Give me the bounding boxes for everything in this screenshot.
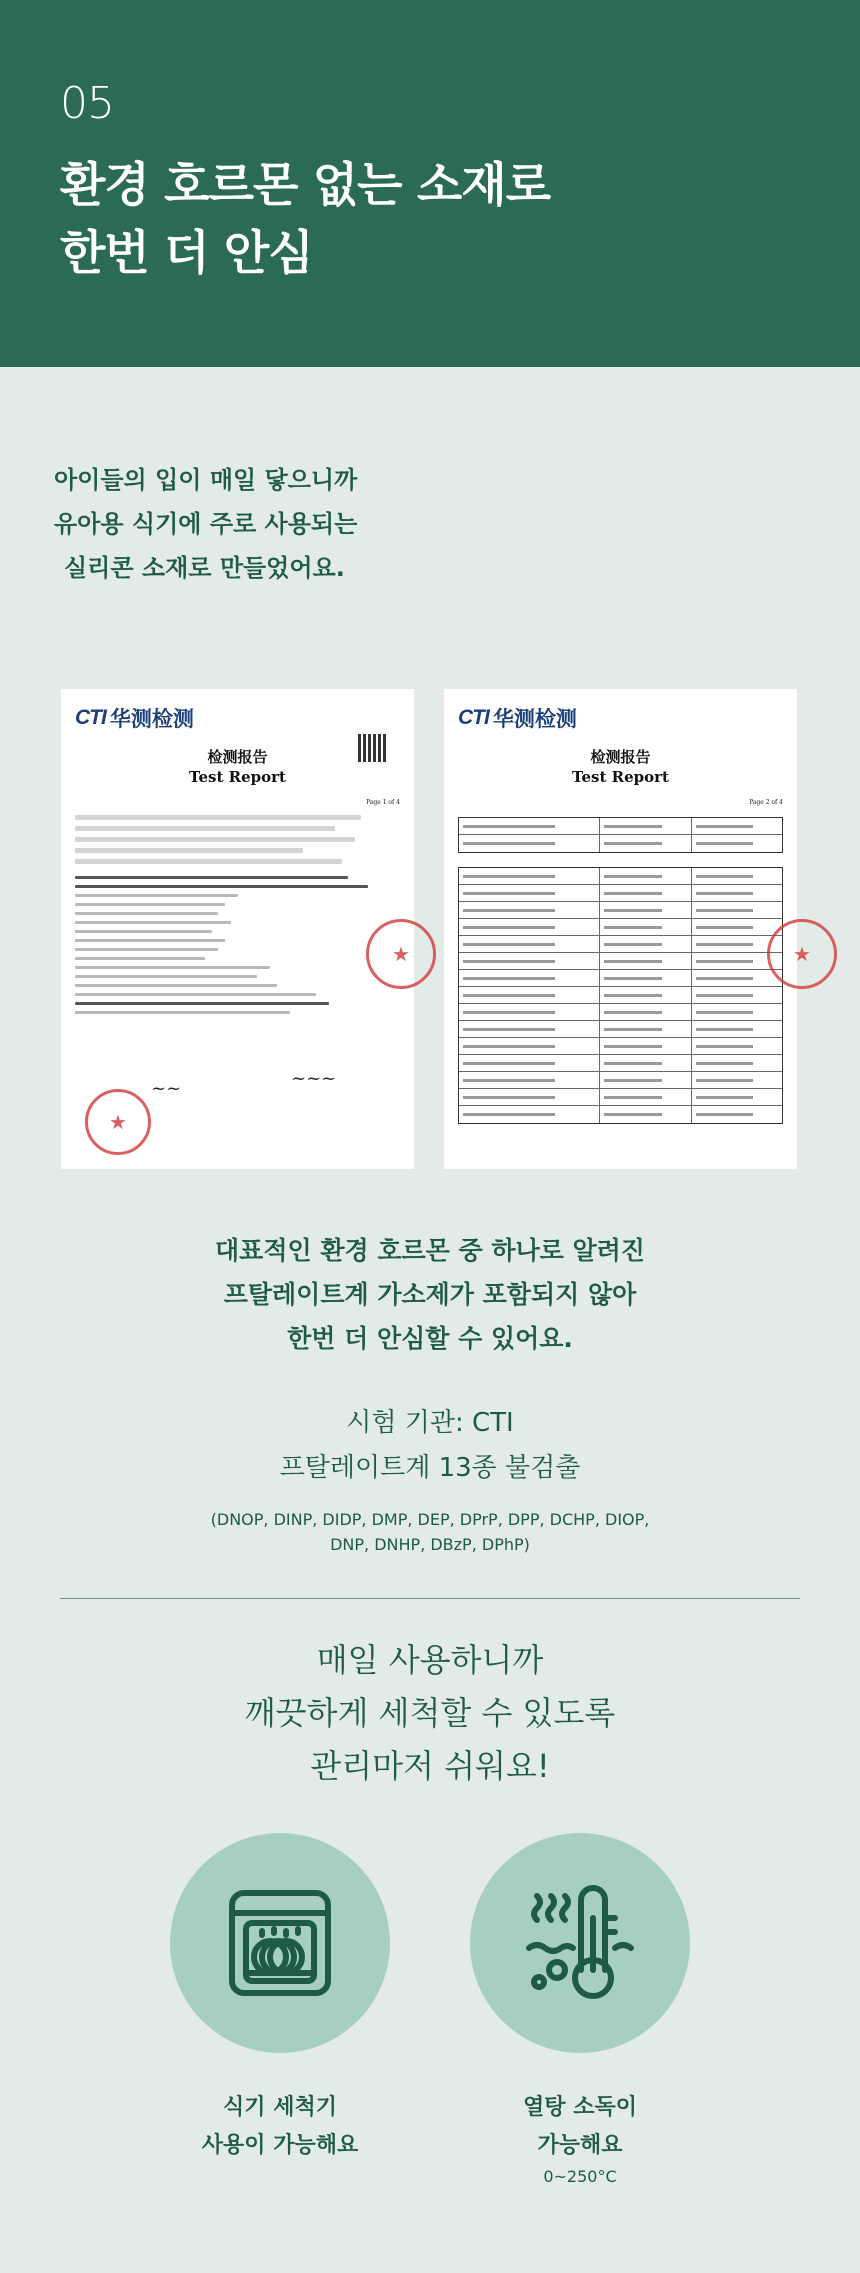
feature-label bbox=[470, 2089, 690, 2165]
cti-logo bbox=[75, 703, 400, 733]
feature-label-line: 가능해요 bbox=[537, 2133, 623, 2158]
feature-list bbox=[0, 1833, 860, 2186]
chemical-list bbox=[0, 1507, 860, 1557]
intro-line: 유아용 식기에 주로 사용되는 bbox=[54, 510, 358, 538]
test-method-table bbox=[458, 817, 783, 853]
intro-line: 아이들의 입이 매일 닿으니까 bbox=[54, 466, 358, 494]
test-report-page-2 bbox=[444, 689, 811, 1169]
cti-logo-text: 华测检测 bbox=[109, 708, 194, 731]
report-title bbox=[458, 747, 783, 787]
hero-title-line: 한번 더 안심 bbox=[60, 226, 313, 281]
intro-line: 실리콘 소재로 만들었어요. bbox=[64, 554, 345, 582]
cti-logo bbox=[458, 703, 783, 733]
report-title bbox=[75, 747, 400, 787]
hero-section bbox=[0, 0, 860, 367]
test-info bbox=[0, 1401, 860, 1491]
official-seal-icon: ★ bbox=[366, 919, 436, 989]
cti-logo-brand: CTI bbox=[75, 706, 106, 729]
cti-logo-text: 华测检测 bbox=[492, 708, 577, 731]
hero-title-line: 환경 호르몬 없는 소재로 bbox=[60, 158, 551, 213]
feature-label-line: 열탕 소독이 bbox=[523, 2095, 637, 2120]
report-title-en: Test Report bbox=[572, 768, 669, 786]
report-meta bbox=[75, 799, 400, 807]
official-seal-icon: ★ bbox=[85, 1089, 151, 1155]
care-line: 깨끗하게 세척할 수 있도록 bbox=[244, 1694, 616, 1732]
test-result: 프탈레이트계 13종 불검출 bbox=[279, 1453, 581, 1483]
hero-title bbox=[60, 152, 860, 288]
feature-boiling bbox=[470, 1833, 690, 2186]
feature-dishwasher bbox=[170, 1833, 390, 2186]
qr-code-icon bbox=[358, 734, 386, 762]
chemical-list-line: DNP, DNHP, DBzP, DPhP) bbox=[330, 1535, 530, 1554]
feature-circle bbox=[470, 1833, 690, 2053]
description-text bbox=[0, 1229, 860, 1361]
feature-label-line: 사용이 가능해요 bbox=[201, 2133, 359, 2158]
section-number: 05 bbox=[60, 78, 114, 129]
cti-logo-brand: CTI bbox=[458, 706, 489, 729]
report-meta bbox=[458, 799, 783, 807]
test-results-table bbox=[458, 867, 783, 1124]
chemical-list-line: (DNOP, DINP, DIDP, DMP, DEP, DPrP, DPP, DCHP, DIOP, bbox=[210, 1510, 650, 1529]
test-report-images bbox=[0, 689, 860, 1169]
signature: ~~ bbox=[151, 1078, 182, 1099]
description-line: 프탈레이트계 가소제가 포함되지 않아 bbox=[223, 1280, 637, 1309]
report-title-en: Test Report bbox=[189, 768, 286, 786]
test-report-page-1 bbox=[61, 689, 414, 1169]
care-line: 매일 사용하니까 bbox=[316, 1641, 544, 1679]
test-institution: 시험 기관: CTI bbox=[346, 1408, 514, 1438]
report-page-number: Page 2 of 4 bbox=[749, 799, 783, 806]
care-line: 관리마저 쉬워요! bbox=[310, 1747, 550, 1785]
dishwasher-icon bbox=[220, 1883, 340, 2003]
feature-label-line: 식기 세척기 bbox=[223, 2095, 337, 2120]
report-body bbox=[75, 815, 400, 1014]
report-page-number: Page 1 of 4 bbox=[366, 799, 400, 806]
section-divider bbox=[60, 1598, 800, 1599]
care-text bbox=[0, 1634, 860, 1793]
thermometer-icon bbox=[515, 1878, 645, 2008]
signature: ~~~ bbox=[291, 1068, 337, 1089]
temperature-range: 0~250°C bbox=[543, 2167, 617, 2186]
feature-circle bbox=[170, 1833, 390, 2053]
report-title-cn: 检测报告 bbox=[207, 748, 268, 766]
description-line: 한번 더 안심할 수 있어요. bbox=[287, 1324, 573, 1353]
description-line: 대표적인 환경 호르몬 중 하나로 알려진 bbox=[215, 1236, 645, 1265]
report-title-cn: 检测报告 bbox=[590, 748, 651, 766]
official-seal-icon: ★ bbox=[767, 919, 837, 989]
feature-label bbox=[170, 2089, 390, 2165]
intro-text bbox=[0, 367, 860, 590]
